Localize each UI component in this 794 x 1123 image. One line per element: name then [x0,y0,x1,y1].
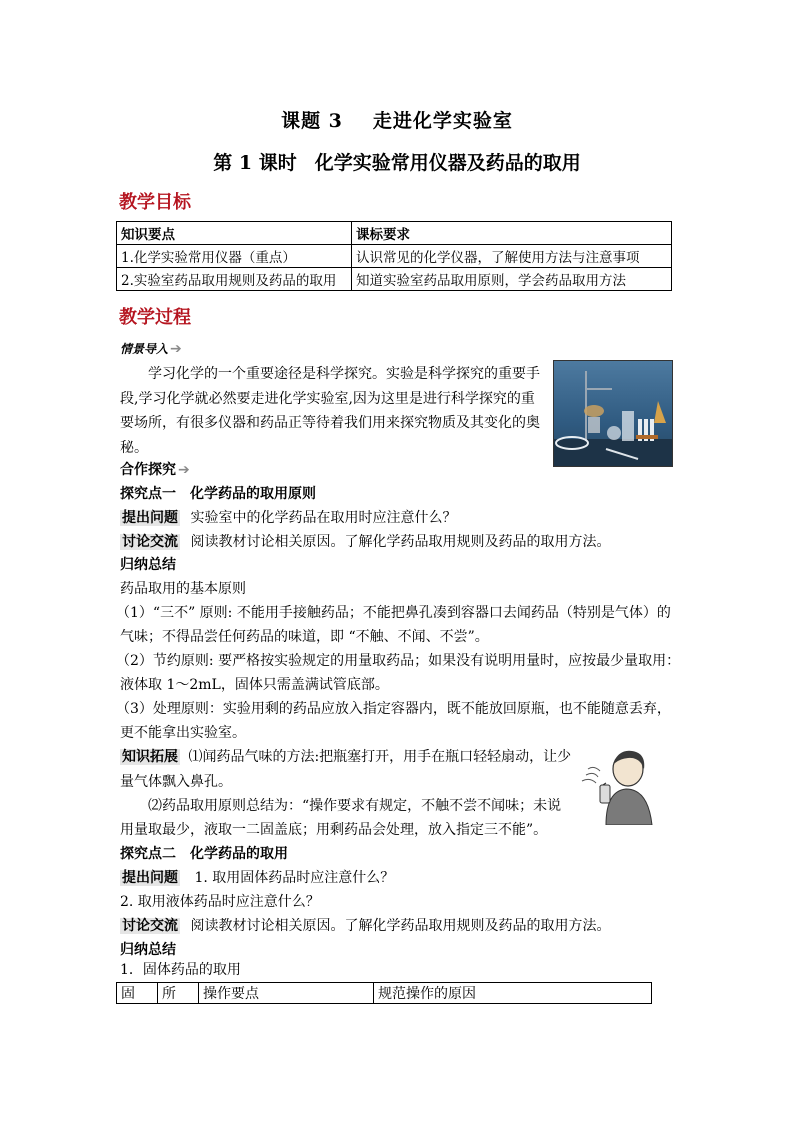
header-knowledge: 知识要点 [117,222,352,245]
lab-equipment-icon [554,361,672,466]
lab-equipment-photo [553,360,673,467]
period-title [0,148,794,175]
table-cell: 1.化学实验常用仪器（重点） [117,245,352,268]
table-header-row [117,983,652,1004]
discuss-tag: 讨论交流 [122,918,178,934]
child-smelling-icon [570,745,660,825]
goals-table [116,221,672,291]
rule1-line1: （1）“三不” 原则: 不能用手接触药品；不能把鼻孔凑到容器口去闻药品（特别是气体）的 [116,605,671,621]
coop-tag [120,459,190,479]
point2-title: 探究点二 化学药品的取用 [120,846,288,862]
discuss-tag: 讨论交流 [122,534,178,550]
table-cell: 认识常见的化学仪器，了解使用方法与注意事项 [352,245,672,268]
point2-discuss [120,914,610,938]
ask-text-2: 2. 取用液体药品时应注意什么？ [120,894,320,910]
lesson-number: 课题 3 [281,110,343,132]
intro-tag-label: 情景导入 [120,342,169,356]
table-cell: 所 [158,983,199,1004]
coop-tag-label: 合作探究 [120,462,176,478]
expand-tag: 知识拓展 [122,749,178,765]
arrow-right-icon: ➔ [178,462,190,478]
solid-title: 1．固体药品的取用 [120,962,241,978]
section-goals-heading: 教学目标 [119,192,191,213]
rule2-line1: （2）节约原则: 要严格按实验规定的用量取药品；如果没有说明用量时，应按最少量取用： [116,653,681,669]
expand1-line2: 量气体飘入鼻孔。 [120,774,232,790]
section-process-heading: 教学过程 [119,307,191,328]
ask-tag: 提出问题 [122,870,178,886]
ask-tag: 提出问题 [122,510,178,526]
table-header-row [117,222,672,245]
intro-line: 段,学习化学就必然要走进化学实验室,因为这里是进行科学探究的重 [120,390,535,407]
discuss-text: 阅读教材讨论相关原因。了解化学药品取用规则及药品的取用方法。 [190,534,611,550]
solid-table [116,982,652,1004]
lesson-title [0,106,794,133]
table-cell: 操作要点 [199,983,374,1004]
table-cell: 规范操作的原因 [374,983,652,1004]
point1-title: 探究点一 化学药品的取用原则 [120,486,316,502]
table-row [117,245,672,268]
expand2-line2: 用量取最少，液取一二固盖底；用剩药品会处理，放入指定三不能”。 [120,822,548,838]
arrow-right-icon: ➔ [170,341,182,357]
point2-summary-tag: 归纳总结 [120,942,176,958]
intro-tag [120,340,182,357]
point1-discuss [120,530,610,554]
intro-line: 秘。 [120,439,148,456]
header-standard: 课标要求 [352,222,672,245]
period-number: 第 1 课时 [213,152,297,174]
table-cell: 固 [117,983,158,1004]
table-cell: 知道实验室药品取用原则，学会药品取用方法 [352,268,672,291]
lesson-name: 走进化学实验室 [372,110,513,132]
discuss-text: 阅读教材讨论相关原因。了解化学药品取用规则及药品的取用方法。 [190,918,611,934]
point1-ask [120,506,456,530]
expand2-line1: ⑵药品取用原则总结为：“操作要求有规定，不触不尝不闻味；未说 [148,798,562,814]
expand-text: ⑴闻药品气味的方法:把瓶塞打开，用手在瓶口轻轻扇动，让少 [188,749,572,765]
rule3-line2: 更不能拿出实验室。 [120,725,246,741]
ask-text: 实验室中的化学药品在取用时应注意什么？ [190,510,457,526]
intro-line: 要场所，有很多仪器和药品正等待着我们用来探究物质及其变化的奥 [120,415,540,431]
expand1-line1 [120,745,571,769]
point2-ask [120,866,394,890]
child-smelling-illustration [570,745,660,825]
rule2-line2: 液体取 1～2mL，固体只需盖满试管底部。 [120,677,389,693]
intro-paragraph [120,362,550,460]
table-row [117,268,672,291]
table-cell: 2.实验室药品取用规则及药品的取用 [117,268,352,291]
intro-line: 学习化学的一个重要途径是科学探究。实验是科学探究的重要手 [148,366,540,382]
rule1-line2: 气味；不得品尝任何药品的味道，即 “不触、不闻、不尝”。 [120,629,489,645]
ask-text: 1. 取用固体药品时应注意什么？ [194,870,395,886]
summary-title: 药品取用的基本原则 [120,581,246,597]
rule3-line1: （3）处理原则：实验用剩的药品应放入指定容器内，既不能放回原瓶，也不能随意丢弃， [116,701,671,717]
point1-summary-tag: 归纳总结 [120,557,176,573]
period-name: 化学实验常用仪器及药品的取用 [314,152,581,174]
